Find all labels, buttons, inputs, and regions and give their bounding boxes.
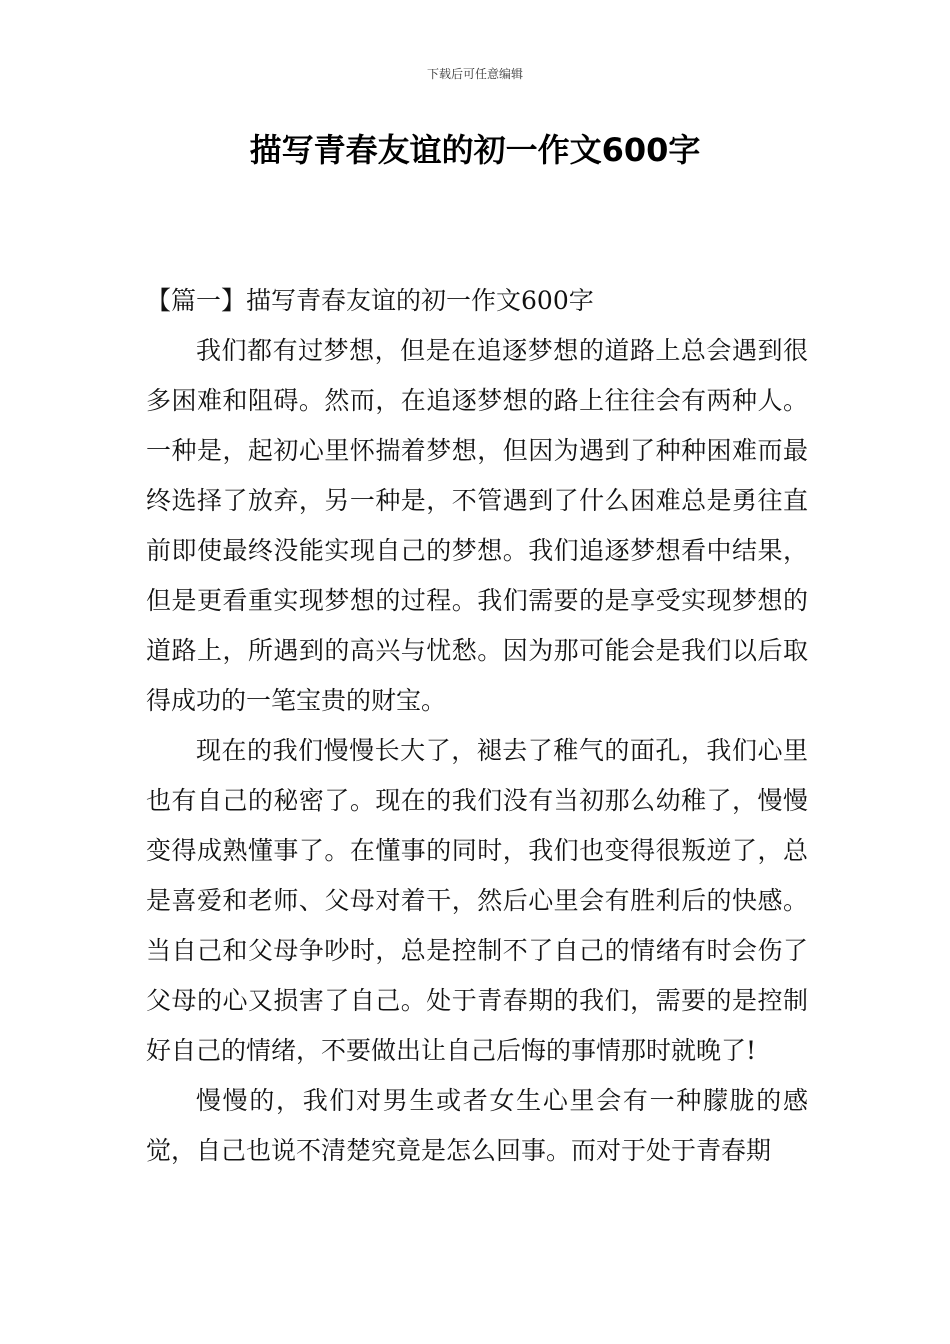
header-note: 下载后可任意编辑 [426, 67, 523, 81]
section-heading: 【篇一】描写青春友谊的初一作文600字 [146, 286, 594, 315]
document-body [146, 276, 808, 1176]
paragraph-1: 我们都有过梦想，但是在追逐梦想的道路上总会遇到很多困难和阻碍。然而，在追逐梦想的路上往往会有两种人。一种是，起初心里怀揣着梦想，但因为遇到了种种困难而最终选择了放弃，另一种是，不管遇到了什么困难总是勇往直前即使最终没能实现自己的梦想。我们追逐梦想看中结果，但是更看重实现梦想的过程。我们需要的是享受实现梦想的道路上，所遇到的高兴与忧愁。因为那可能会是我们以后取得成功的一笔宝贵的财宝。 [146, 336, 808, 715]
paragraph-2: 现在的我们慢慢长大了，褪去了稚气的面孔，我们心里也有自己的秘密了。现在的我们没有当初那么幼稚了，慢慢变得成熟懂事了。在懂事的同时，我们也变得很叛逆了，总是喜爱和老师、父母对着干，然后心里会有胜利后的快感。当自己和父母争吵时，总是控制不了自己的情绪有时会伤了父母的心又损害了自己。处于青春期的我们，需要的是控制好自己的情绪，不要做出让自己后悔的事情那时就晚了! [146, 736, 808, 1065]
document-title: 描写青春友谊的初一作文600字 [249, 131, 701, 169]
paragraph-3: 慢慢的，我们对男生或者女生心里会有一种朦胧的感觉，自己也说不清楚究竟是怎么回事。而对于处于青春期 [146, 1086, 808, 1165]
